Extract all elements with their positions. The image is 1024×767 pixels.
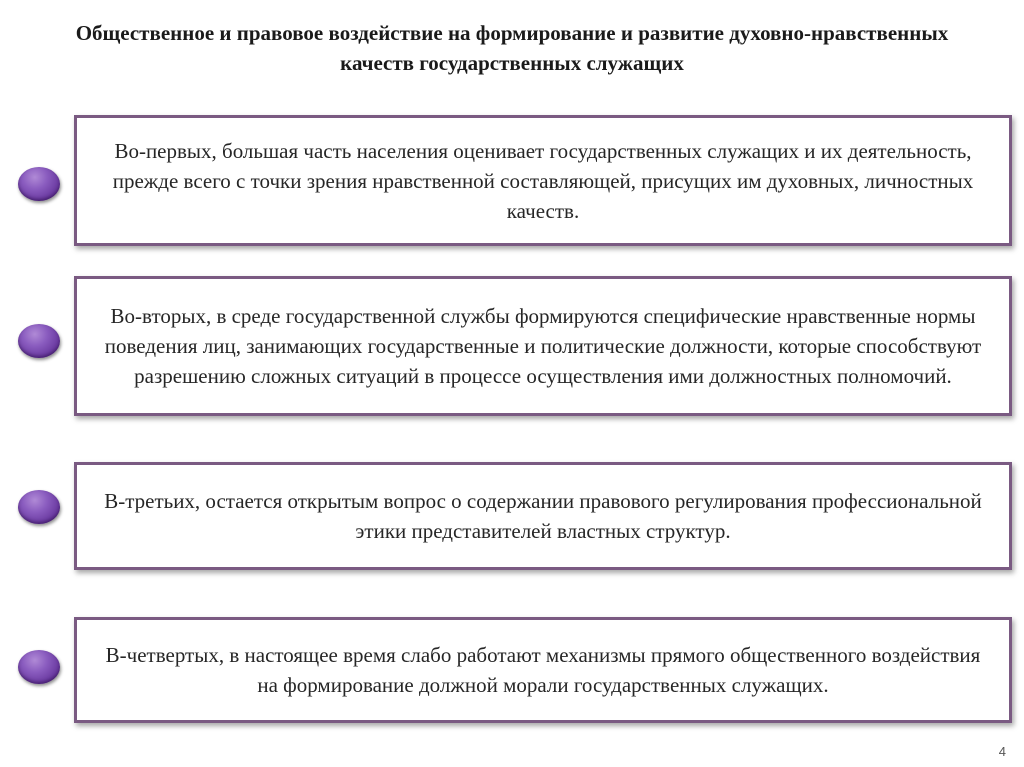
item-text: Во-первых, большая часть населения оценивает государственных служащих и их деятельность, прежде всего с точки зрения нравственной составляющей, присущих им духовных, личностных качеств.	[112, 138, 974, 223]
text-box	[74, 462, 1012, 570]
text-box	[74, 617, 1012, 723]
item-text: В-четвертых, в настоящее время слабо работают механизмы прямого общественного воздействия на формирование должной морали государственных служащих.	[105, 643, 981, 697]
bullet-circle-icon	[18, 167, 60, 201]
bullet-circle-icon	[18, 324, 60, 358]
text-box	[74, 115, 1012, 246]
slide-title: Общественное и правовое воздействие на формирование и развитие духовно-нравственных качеств государственных служащих	[75, 21, 949, 75]
item-text: В-третьих, остается открытым вопрос о содержании правового регулирования профессиональной этики представителей властных структур.	[104, 489, 982, 543]
text-box	[74, 276, 1012, 416]
page-number: 4	[998, 744, 1006, 759]
bullet-circle-icon	[18, 650, 60, 684]
bullet-circle-icon	[18, 490, 60, 524]
item-text: Во-вторых, в среде государственной службы формируются специфические нравственные нормы поведения лиц, занимающих государственные и политические должности, которые способствуют разрешению сложных ситуаций в процессе осуществления ими должностных полномочий.	[104, 304, 982, 388]
